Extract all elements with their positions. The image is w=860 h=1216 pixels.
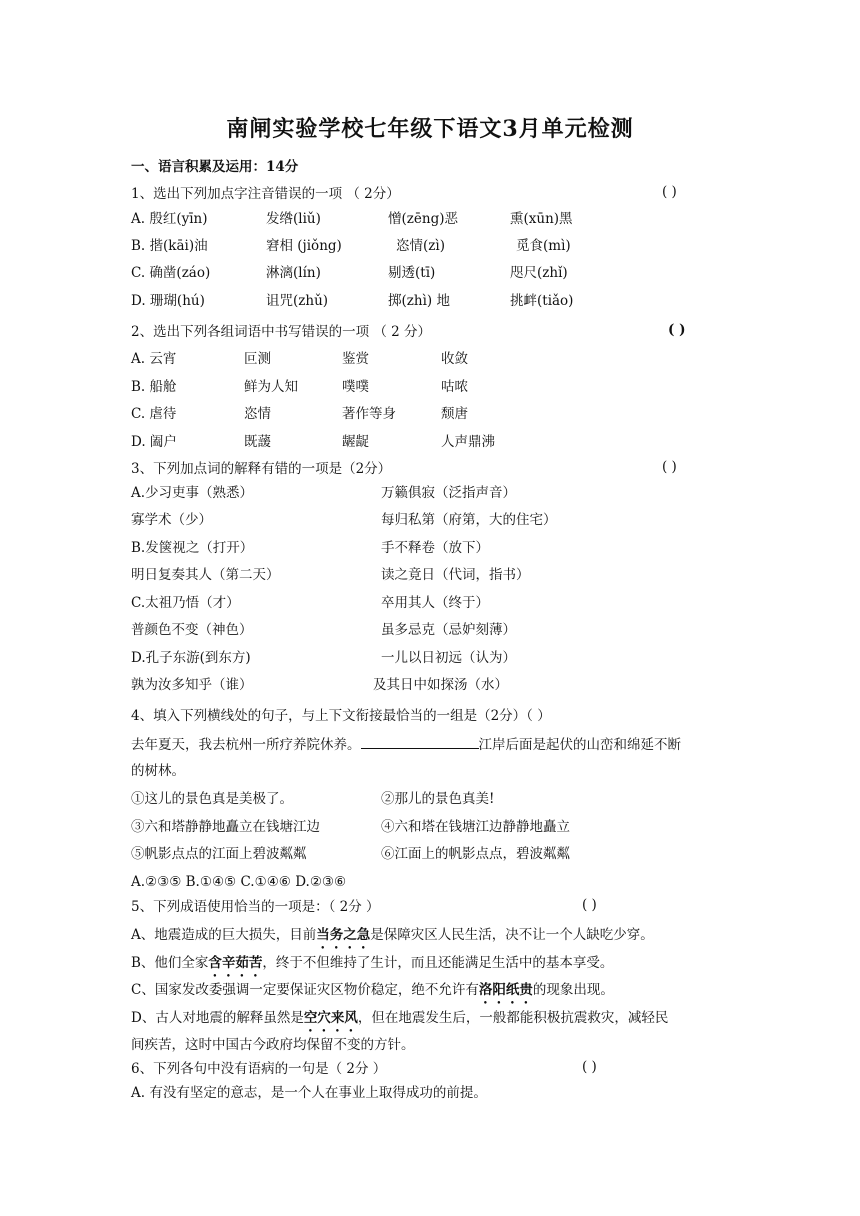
question-1-answer-paren: ( ): [662, 184, 677, 200]
q2-option-a1: A. 云宵: [131, 351, 177, 367]
q5-c-text-before: C、国家发改委强调一定要保证灾区物价稳定，绝不允许有: [131, 982, 479, 998]
q5-c-text-after: 的现象出现。: [532, 982, 614, 998]
q1-option-c1: C. 确凿(záo): [131, 265, 211, 281]
q1-option-b2: 窘相 (jiǒng): [266, 238, 342, 254]
q2-option-b4: 咕哝: [441, 379, 468, 395]
question-3-stem: 3、下列加点词的解释有错的一项是（2分）: [131, 461, 392, 477]
q3-item-3-right: 手不释卷（放下）: [381, 540, 489, 556]
q2-option-d4: 人声鼎沸: [441, 434, 495, 450]
question-2-answer-paren: ( ): [668, 322, 686, 338]
q1-option-d1: D. 珊瑚(hú): [131, 293, 205, 309]
q5-d-idiom: 空穴来风: [303, 1010, 358, 1026]
q3-item-8-left: 孰为汝多知乎（谁）: [131, 677, 253, 693]
q3-item-3-left: B.发箧视之（打开）: [131, 540, 254, 556]
q6-option-a: A. 有没有坚定的意志，是一个人在事业上取得成功的前提。: [131, 1085, 487, 1101]
q3-item-4-right: 读之竟日（代词，指书）: [381, 567, 530, 583]
q4-sentence-6: ⑥江面上的帆影点点，碧波粼粼: [381, 846, 570, 862]
q3-item-6-right: 虽多忌克（忌妒刻薄）: [381, 622, 516, 638]
q1-option-c4: 咫尺(zhǐ): [510, 265, 568, 281]
q5-option-d: [131, 1008, 668, 1035]
q3-item-7-left: D.孔子东游(到东方): [131, 650, 251, 666]
q1-option-c2: 淋漓(lín): [266, 265, 321, 281]
q1-option-b4: 觅食(mì): [516, 238, 571, 254]
q5-option-b: [131, 953, 613, 980]
q2-option-a3: 鉴赏: [342, 351, 369, 367]
q5-option-d-continued: 间疾苦，这时中国古今政府均保留不变的方针。: [131, 1037, 415, 1053]
q2-option-d2: 既蘐: [244, 434, 271, 450]
q2-option-c2: 恣情: [244, 406, 271, 422]
q5-a-idiom: 当务之急: [316, 927, 371, 943]
q4-passage-part-a: 去年夏天，我去杭州一所疗养院休养。: [131, 737, 361, 753]
q2-option-d1: D. 阖户: [131, 434, 177, 450]
q2-option-c1: C. 虐待: [131, 406, 177, 422]
q1-option-a4: 熏(xūn)黑: [510, 211, 573, 227]
q5-b-text-after: ，终于不但维持了生计，而且还能满足生活中的基本享受。: [262, 955, 614, 971]
q5-a-text-after: 是保障灾区人民生活，决不让一个人缺吃少穿。: [370, 927, 654, 943]
q3-item-4-left: 明日复奏其人（第二天）: [131, 567, 280, 583]
q2-option-d3: 龌龊: [342, 434, 369, 450]
q2-option-c3: 著作等身: [342, 406, 396, 422]
question-5-answer-paren: ( ): [582, 897, 597, 913]
q5-d-text-after: ，但在地震发生后，一般都能积极抗震救灾，减轻民: [357, 1010, 669, 1026]
question-6-stem: 6、下列各句中没有语病的一句是（ 2分 ）: [131, 1061, 387, 1077]
q2-option-c4: 颓唐: [441, 406, 468, 422]
q4-sentence-3: ③六和塔静静地矗立在钱塘江边: [131, 819, 320, 835]
q3-item-2-right: 每归私第（府第，大的住宅）: [381, 512, 557, 528]
q1-option-a2: 发绺(liǔ): [266, 211, 321, 227]
q5-c-idiom: 洛阳纸贵: [478, 982, 533, 998]
q1-option-c3: 剔透(tī): [388, 265, 436, 281]
q4-sentence-4: ④六和塔在钱塘江边静静地矗立: [381, 819, 570, 835]
question-6-answer-paren: ( ): [582, 1059, 597, 1075]
q1-option-d2: 诅咒(zhǔ): [266, 293, 329, 309]
q2-option-b3: 噗噗: [342, 379, 369, 395]
question-4-stem: 4、填入下列横线处的句子，与上下文衔接最恰当的一组是（2分）（ ）: [131, 708, 551, 724]
q1-option-b1: B. 揩(kāi)油: [131, 238, 208, 254]
q5-b-text-before: B、他们全家: [131, 955, 209, 971]
q1-option-b3: 恣情(zì): [396, 238, 445, 254]
q3-item-2-left: 寡学术（少）: [131, 512, 212, 528]
q3-item-1-left: A.少习吏事（熟悉）: [131, 485, 254, 501]
q1-option-d4: 挑衅(tiǎo): [510, 293, 574, 309]
q5-b-idiom: 含辛茹苦: [208, 955, 263, 971]
page-title: 南闸实验学校七年级下语文3月单元检测: [226, 116, 634, 142]
q4-answer-choices: A.②③⑤ B.①④⑤ C.①④⑥ D.②③⑥: [131, 874, 347, 890]
q2-option-b2: 鲜为人知: [244, 379, 298, 395]
q2-option-b1: B. 船舱: [131, 379, 177, 395]
q2-option-a2: 叵测: [244, 351, 271, 367]
section-heading: 一、语言积累及运用：14分: [131, 159, 299, 175]
q4-sentence-5: ⑤帆影点点的江面上碧波粼粼: [131, 846, 307, 862]
q3-item-8-right: 及其日中如探汤（水）: [373, 677, 508, 693]
q3-item-6-left: 普颜色不变（神色）: [131, 622, 253, 638]
q5-option-a: [131, 925, 654, 952]
q3-item-1-right: 万籁俱寂（泛指声音）: [381, 485, 516, 501]
q4-passage-line-1: [131, 734, 681, 755]
question-2-stem: 2、选出下列各组词语中书写错误的一项 （ 2 分）: [131, 324, 432, 340]
question-1-stem: 1、选出下列加点字注音错误的一项 （ 2分）: [131, 186, 400, 202]
question-3-answer-paren: ( ): [662, 459, 677, 475]
q3-item-5-left: C.太祖乃悟（才）: [131, 595, 240, 611]
q4-sentence-2: ②那儿的景色真美!: [381, 791, 495, 807]
q3-item-5-right: 卒用其人（终于）: [381, 595, 489, 611]
question-5-stem: 5、下列成语使用恰当的一项是：（ 2分 ）: [131, 899, 380, 915]
q4-passage-line-2: 的树林。: [131, 763, 185, 779]
q4-passage-part-b: 江岸后面是起伏的山峦和绵延不断: [478, 737, 681, 753]
q1-option-a1: A. 殷红(yīn): [131, 211, 208, 227]
q5-option-c: [131, 980, 614, 1007]
q5-a-text-before: A、地震造成的巨大损失，目前: [131, 927, 317, 943]
q1-option-a3: 憎(zēng)恶: [388, 211, 458, 227]
q2-option-a4: 收敛: [441, 351, 468, 367]
q4-fill-blank: [361, 734, 479, 749]
q4-sentence-1: ①这儿的景色真是美极了。: [131, 791, 293, 807]
q3-item-7-right: 一儿以日初远（认为）: [381, 650, 516, 666]
q5-d-text-before: D、古人对地震的解释虽然是: [131, 1010, 304, 1026]
q1-option-d3: 掷(zhì) 地: [388, 293, 450, 309]
